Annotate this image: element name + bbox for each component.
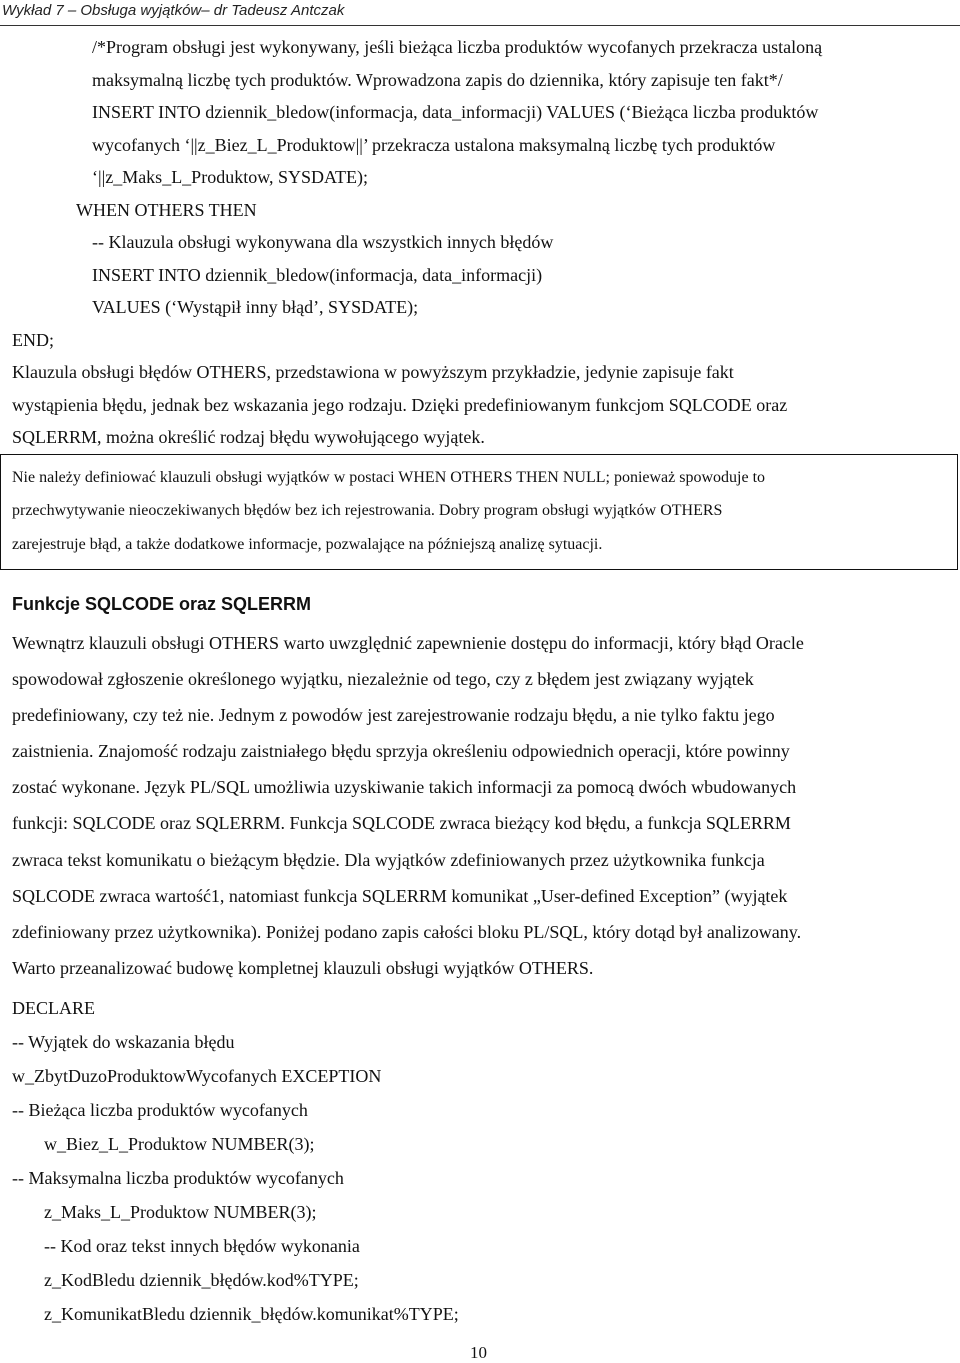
code-line: wycofanych ‘||z_Biez_L_Produktow||’ przekracza ustalona maksymalną liczbę tych produktów xyxy=(92,135,776,155)
paragraph-line: SQLCODE zwraca wartość1, natomiast funkcja SQLERRM komunikat „User-defined Exception” (wyjątek xyxy=(12,886,788,906)
code-line: WHEN OTHERS THEN xyxy=(76,200,257,220)
code-line: w_ZbytDuzoProduktowWycofanych EXCEPTION xyxy=(12,1066,382,1086)
paragraph-line: zaistnienia. Znajomość rodzaju zaistniałego błędu sprzyja określeniu odpowiednich operacji, które powinny xyxy=(12,741,790,761)
note-line: Nie należy definiować klauzuli obsługi wyjątków w postaci WHEN OTHERS THEN NULL; ponieważ spowoduje to xyxy=(12,469,766,486)
code-line: INSERT INTO dziennik_bledow(informacja, data_informacji) xyxy=(92,265,543,285)
header-divider xyxy=(0,25,960,26)
paragraph-line: Warto przeanalizować budowę kompletnej klauzuli obsługi wyjątków OTHERS. xyxy=(12,958,594,978)
note-line: przechwytywanie nieoczekiwanych błędów bez ich rejestrowania. Dobry program obsługi wyjątków OTHERS xyxy=(12,502,723,519)
paragraph-line: predefiniowany, czy też nie. Jednym z powodów jest zarejestrowanie rodzaju błędu, a nie tylko faktu jego xyxy=(12,705,775,725)
paragraph-line: zwraca tekst komunikatu o bieżącym błędzie. Dla wyjątków zdefiniowanych przez użytkownika funkcja xyxy=(12,850,765,870)
code-line: DECLARE xyxy=(12,998,95,1018)
paragraph-line: zostać wykonane. Język PL/SQL umożliwia uzyskiwanie takich informacji za pomocą dwóch wbudowanych xyxy=(12,777,797,797)
code-line: INSERT INTO dziennik_bledow(informacja, data_informacji) VALUES (‘Bieżąca liczba produktów xyxy=(92,102,819,122)
paragraph-line: wystąpienia błędu, jednak bez wskazania jego rodzaju. Dzięki predefiniowanym funkcjom SQLCODE oraz xyxy=(12,395,788,415)
paragraph-line: funkcji: SQLCODE oraz SQLERRM. Funkcja SQLCODE zwraca bieżący kod błędu, a funkcja SQLERRM xyxy=(12,813,791,833)
paragraph-line: Wewnątrz klauzuli obsługi OTHERS warto uwzględnić zapewnienie dostępu do informacji, który błąd Oracle xyxy=(12,633,804,653)
code-line: z_KodBledu dziennik_błędów.kod%TYPE; xyxy=(44,1270,359,1290)
note-line: zarejestruje błąd, a także dodatkowe informacje, pozwalające na późniejszą analizę sytuacji. xyxy=(12,536,603,553)
code-line: -- Wyjątek do wskazania błędu xyxy=(12,1032,235,1052)
code-line: maksymalną liczbę tych produktów. Wprowadzona zapis do dziennika, który zapisuje ten fakt*/ xyxy=(92,70,783,90)
code-line: z_Maks_L_Produktow NUMBER(3); xyxy=(44,1202,317,1222)
section-heading: Funkcje SQLCODE oraz SQLERRM xyxy=(12,594,312,614)
code-line: VALUES (‘Wystąpił inny błąd’, SYSDATE); xyxy=(92,297,419,317)
code-line: END; xyxy=(12,330,54,350)
code-line: -- Klauzula obsługi wykonywana dla wszystkich innych błędów xyxy=(92,232,554,252)
page-header: Wykład 7 – Obsługa wyjątków– dr Tadeusz Antczak xyxy=(2,2,345,19)
code-line: -- Kod oraz tekst innych błędów wykonania xyxy=(44,1236,360,1256)
code-line: /*Program obsługi jest wykonywany, jeśli bieżąca liczba produktów wycofanych przekracza ustaloną xyxy=(92,37,823,57)
code-line: w_Biez_L_Produktow NUMBER(3); xyxy=(44,1134,315,1154)
code-line: z_KomunikatBledu dziennik_błędów.komunikat%TYPE; xyxy=(44,1304,459,1324)
code-line: -- Maksymalna liczba produktów wycofanych xyxy=(12,1168,344,1188)
code-line: -- Bieżąca liczba produktów wycofanych xyxy=(12,1100,308,1120)
paragraph-line: zdefiniowany przez użytkownika). Poniżej podano zapis całości bloku PL/SQL, który dotąd był analizowany. xyxy=(12,922,802,942)
paragraph-line: Klauzula obsługi błędów OTHERS, przedstawiona w powyższym przykładzie, jedynie zapisuje fakt xyxy=(12,362,734,382)
paragraph-line: spowodował zgłoszenie określonego wyjątku, niezależnie od tego, czy z błędem jest związany wyjątek xyxy=(12,669,754,689)
code-line: ‘||z_Maks_L_Produktow, SYSDATE); xyxy=(92,167,369,187)
paragraph-line: SQLERRM, można określić rodzaj błędu wywołującego wyjątek. xyxy=(12,427,485,447)
page-number: 10 xyxy=(470,1343,487,1362)
